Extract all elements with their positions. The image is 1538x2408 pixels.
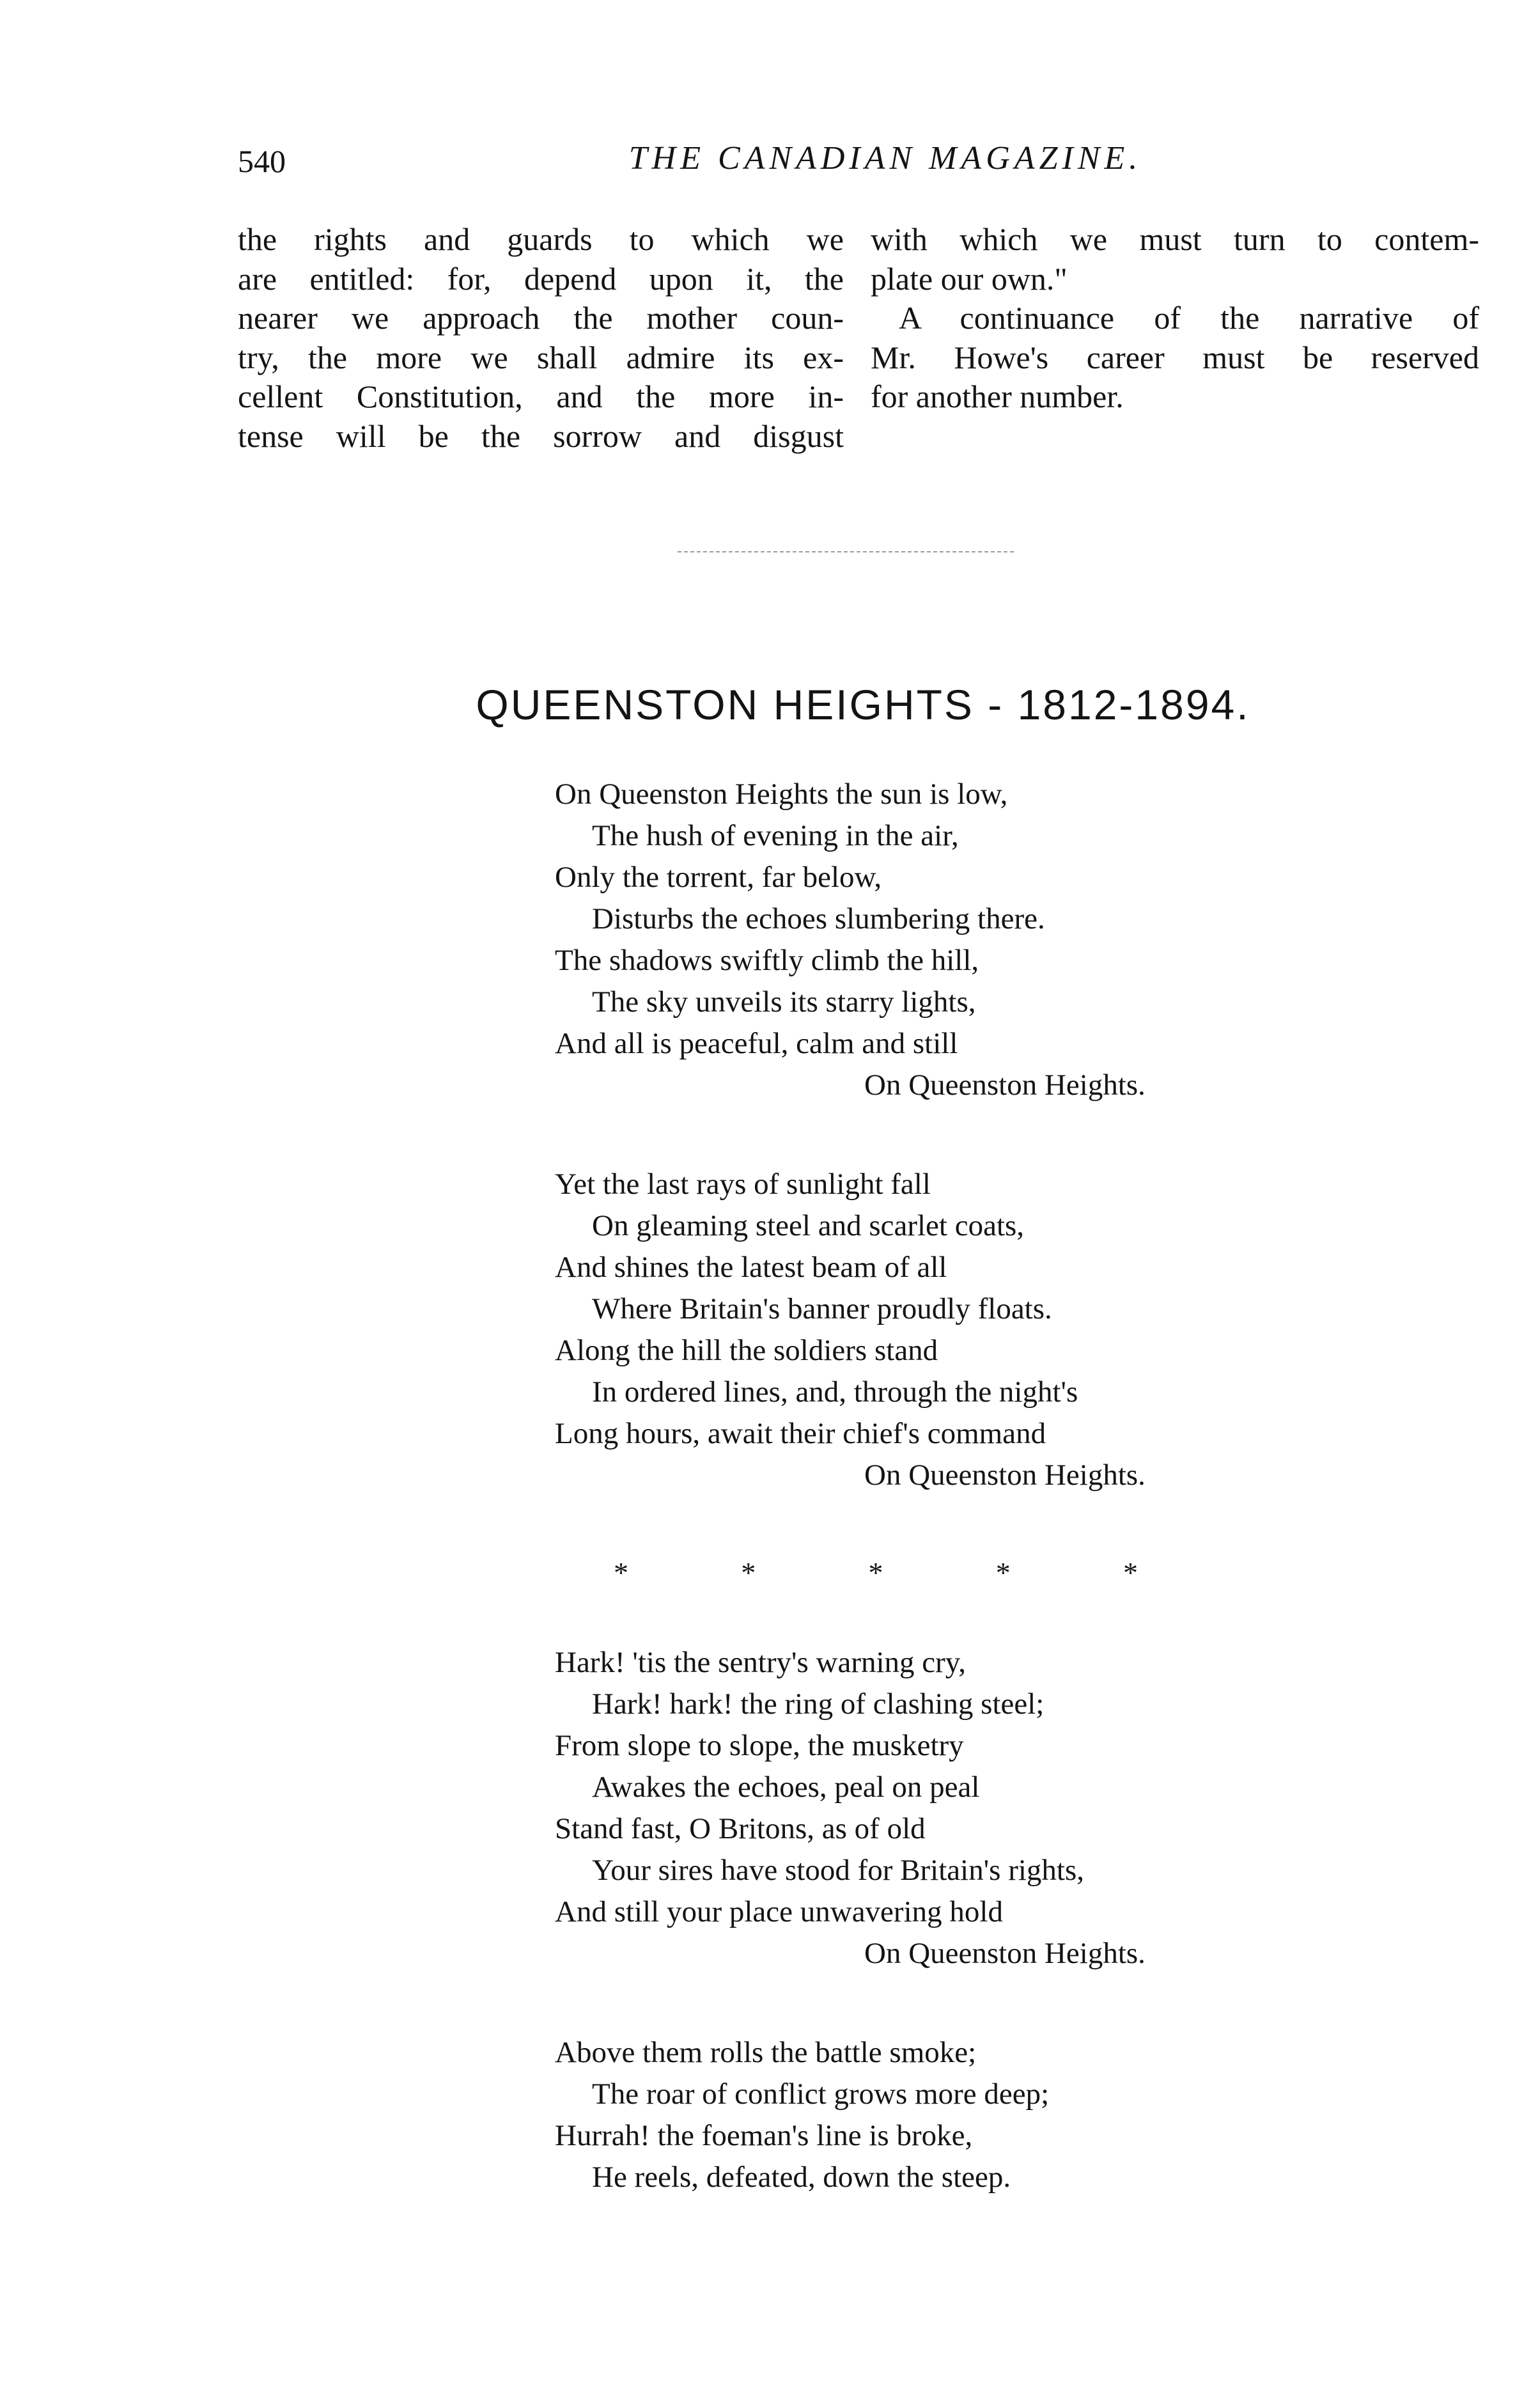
verse-line: Above them rolls the battle smoke;	[555, 2036, 977, 2069]
section-divider	[678, 551, 1014, 552]
verse-line: And still your place unwavering hold	[555, 1895, 1003, 1928]
stanza-4	[555, 2032, 1296, 2198]
verse-line: Stand fast, O Britons, as of old	[555, 1812, 926, 1845]
separator-asterisk: *	[614, 1556, 628, 1589]
prose-line: for another number.	[871, 379, 1124, 414]
verse-line: The shadows swiftly climb the hill,	[555, 944, 979, 977]
poem-title: QUEENSTON HEIGHTS - 1812-1894.	[476, 681, 1250, 728]
verse-line: Awakes the echoes, peal on peal	[592, 1771, 980, 1804]
verse-line: On Queenston Heights the sun is low,	[555, 778, 1008, 811]
prose-line: try, the more we shall admire its ex-	[238, 339, 844, 375]
separator-asterisk: *	[741, 1556, 756, 1589]
prose-line: A continuance of the narrative of	[899, 300, 1479, 336]
prose-line: plate our own."	[871, 260, 1068, 297]
prose-line: cellent Constitution, and the more in-	[238, 379, 844, 414]
verse-line: Disturbs the echoes slumbering there.	[592, 902, 1045, 935]
verse-line: In ordered lines, and, through the night's	[592, 1375, 1078, 1409]
separator-asterisk: *	[995, 1556, 1011, 1589]
verse-line: He reels, defeated, down the steep.	[592, 2161, 1011, 2194]
verse-line: The sky unveils its starry lights,	[592, 985, 976, 1019]
prose-right-column	[871, 220, 1479, 417]
verse-line: Yet the last rays of sunlight fall	[555, 1168, 931, 1201]
verse-refrain: On Queenston Heights.	[864, 1458, 1146, 1492]
verse-line: The roar of conflict grows more deep;	[592, 2077, 1050, 2111]
stanza-2	[555, 1164, 1296, 1496]
verse-line: Hark! hark! the ring of clashing steel;	[592, 1687, 1045, 1721]
verse-refrain: On Queenston Heights.	[864, 1937, 1146, 1970]
verse-line: And all is peaceful, calm and still	[555, 1027, 958, 1060]
verse-line: Where Britain's banner proudly floats.	[592, 1292, 1052, 1325]
prose-line: nearer we approach the mother coun-	[238, 300, 844, 336]
verse-line: Your sires have stood for Britain's rights,	[592, 1854, 1085, 1887]
verse-line: On gleaming steel and scarlet coats,	[592, 1209, 1025, 1242]
stanza-1	[555, 774, 1296, 1106]
prose-line: are entitled: for, depend upon it, the	[238, 260, 844, 297]
verse-line: From slope to slope, the musketry	[555, 1729, 964, 1762]
page-number: 540	[238, 143, 286, 179]
prose-line: Mr. Howe's career must be reserved	[871, 339, 1479, 375]
verse-line: Only the torrent, far below,	[555, 861, 882, 894]
verse-line: And shines the latest beam of all	[555, 1251, 947, 1284]
verse-line: Long hours, await their chief's command	[555, 1417, 1046, 1450]
stanza-separator	[614, 1554, 1138, 1592]
verse-line: Hurrah! the foeman's line is broke,	[555, 2119, 973, 2152]
prose-left-column	[238, 220, 844, 456]
separator-asterisk: *	[1123, 1556, 1138, 1589]
verse-line: Along the hill the soldiers stand	[555, 1334, 938, 1367]
verse-line: The hush of evening in the air,	[592, 819, 959, 852]
separator-asterisk: *	[868, 1556, 883, 1589]
verse-line: Hark! 'tis the sentry's warning cry,	[555, 1646, 966, 1679]
prose-line: the rights and guards to which we	[238, 221, 844, 257]
prose-line: with which we must turn to contem-	[871, 221, 1479, 257]
verse-refrain: On Queenston Heights.	[864, 1068, 1146, 1102]
stanza-3	[555, 1642, 1296, 1974]
running-head: THE CANADIAN MAGAZINE.	[628, 140, 1142, 176]
prose-line: tense will be the sorrow and disgust	[238, 418, 844, 454]
